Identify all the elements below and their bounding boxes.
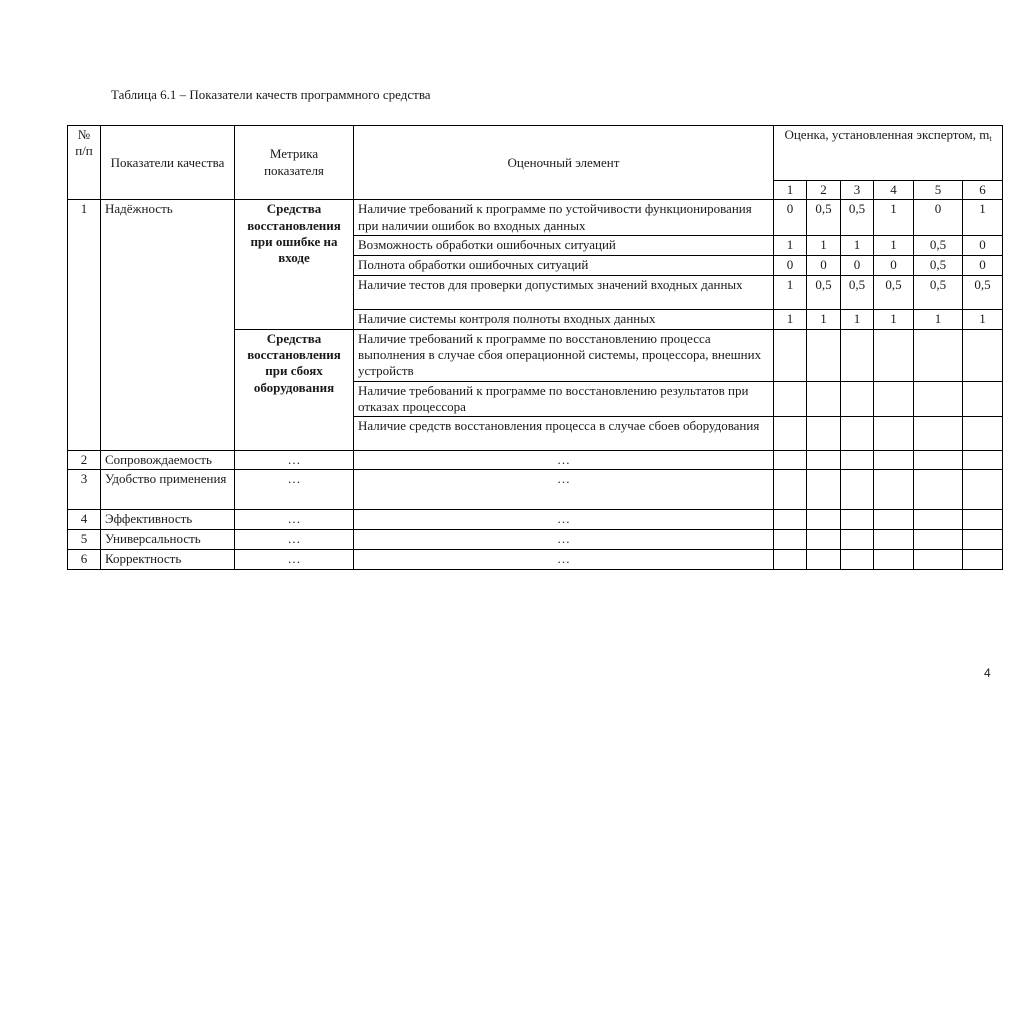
expert-num: 5	[914, 181, 963, 200]
score-cell: 0	[963, 255, 1003, 275]
score-cell	[774, 530, 807, 550]
score-cell: 1	[914, 309, 963, 329]
metric-cell: …	[235, 451, 354, 470]
score-cell: 0,5	[841, 275, 874, 309]
row-num: 2	[68, 451, 101, 470]
metric-cell: …	[235, 530, 354, 550]
header-score-label: Оценка, установленная экспертом, m	[784, 127, 990, 142]
element-cell: …	[354, 451, 774, 470]
score-cell	[841, 530, 874, 550]
element-cell: Наличие средств восстановления процесса в случае сбоев оборудования	[354, 417, 774, 451]
score-cell	[774, 329, 807, 381]
element-cell: Полнота обработки ошибочных ситуаций	[354, 255, 774, 275]
score-cell	[774, 510, 807, 530]
quality-indicators-table	[67, 125, 1003, 570]
score-cell: 0,5	[914, 235, 963, 255]
table-row	[68, 530, 1003, 550]
score-cell	[914, 470, 963, 510]
score-cell	[963, 550, 1003, 570]
metric-hardware-failures: Средства восстановления при сбоях оборудования	[235, 329, 354, 450]
table-row	[68, 200, 1003, 236]
score-cell	[807, 417, 841, 451]
metric-input-errors: Средства восстановления при ошибке на входе	[235, 200, 354, 330]
score-cell: 1	[963, 309, 1003, 329]
score-cell: 0,5	[807, 200, 841, 236]
expert-num: 6	[963, 181, 1003, 200]
element-cell: Наличие системы контроля полноты входных данных	[354, 309, 774, 329]
metric-cell: …	[235, 510, 354, 530]
score-cell: 0,5	[914, 255, 963, 275]
score-cell	[963, 451, 1003, 470]
score-cell: 1	[841, 309, 874, 329]
score-cell	[963, 381, 1003, 417]
header-num: № п/п	[68, 126, 101, 200]
score-cell	[874, 417, 914, 451]
row-indicator: Эффективность	[101, 510, 235, 530]
score-cell	[963, 510, 1003, 530]
score-cell	[914, 417, 963, 451]
score-cell	[874, 550, 914, 570]
score-cell	[841, 329, 874, 381]
header-indicator: Показатели качества	[101, 126, 235, 200]
score-cell: 0	[963, 235, 1003, 255]
score-cell: 1	[963, 200, 1003, 236]
metric-cell: …	[235, 470, 354, 510]
score-cell	[807, 530, 841, 550]
score-cell	[914, 381, 963, 417]
score-cell	[874, 381, 914, 417]
score-cell: 0	[774, 255, 807, 275]
score-cell	[914, 451, 963, 470]
element-cell: …	[354, 530, 774, 550]
score-cell	[807, 510, 841, 530]
element-cell: Возможность обработки ошибочных ситуаций	[354, 235, 774, 255]
score-cell: 1	[874, 235, 914, 255]
header-score-subscript: t	[989, 134, 992, 143]
score-cell	[914, 550, 963, 570]
score-cell	[841, 470, 874, 510]
expert-num: 2	[807, 181, 841, 200]
page-number: 4	[984, 666, 991, 680]
header-element: Оценочный элемент	[354, 126, 774, 200]
row-num: 1	[68, 200, 101, 451]
score-cell	[841, 550, 874, 570]
header-metric: Метрика показателя	[235, 126, 354, 200]
score-cell: 1	[841, 235, 874, 255]
row-indicator: Надёжность	[101, 200, 235, 451]
expert-num: 4	[874, 181, 914, 200]
score-cell	[807, 550, 841, 570]
score-cell: 1	[774, 275, 807, 309]
score-cell: 1	[874, 200, 914, 236]
row-indicator: Универсальность	[101, 530, 235, 550]
score-cell	[841, 381, 874, 417]
score-cell: 0,5	[914, 275, 963, 309]
score-cell: 0,5	[963, 275, 1003, 309]
score-cell	[963, 329, 1003, 381]
header-row	[68, 126, 1003, 181]
row-indicator: Сопровождаемость	[101, 451, 235, 470]
score-cell: 1	[774, 309, 807, 329]
score-cell	[774, 451, 807, 470]
row-num: 5	[68, 530, 101, 550]
score-cell	[774, 470, 807, 510]
score-cell: 1	[774, 235, 807, 255]
score-cell: 0,5	[841, 200, 874, 236]
score-cell	[914, 510, 963, 530]
score-cell: 0	[807, 255, 841, 275]
score-cell	[874, 510, 914, 530]
element-cell: Наличие требований к программе по восстановлению процесса выполнения в случае сбоя операционной системы, процессора, внешних устройств	[354, 329, 774, 381]
score-cell	[963, 530, 1003, 550]
table-caption: Таблица 6.1 – Показатели качеств программного средства	[111, 87, 431, 102]
element-cell: …	[354, 510, 774, 530]
score-cell	[841, 417, 874, 451]
score-cell	[874, 470, 914, 510]
element-cell: Наличие тестов для проверки допустимых значений входных данных	[354, 275, 774, 309]
score-cell	[874, 329, 914, 381]
element-cell: Наличие требований к программе по устойчивости функционирования при наличии ошибок во входных данных	[354, 200, 774, 236]
score-cell	[807, 329, 841, 381]
score-cell: 0	[774, 200, 807, 236]
score-cell: 1	[874, 309, 914, 329]
row-num: 3	[68, 470, 101, 510]
score-cell	[963, 470, 1003, 510]
score-cell	[807, 381, 841, 417]
score-cell: 1	[807, 235, 841, 255]
table-row	[68, 451, 1003, 470]
score-cell	[774, 417, 807, 451]
score-cell	[841, 510, 874, 530]
score-cell	[874, 530, 914, 550]
score-cell: 0,5	[807, 275, 841, 309]
row-indicator: Корректность	[101, 550, 235, 570]
element-cell: …	[354, 470, 774, 510]
expert-num: 1	[774, 181, 807, 200]
score-cell: 0	[874, 255, 914, 275]
row-indicator: Удобство применения	[101, 470, 235, 510]
score-cell: 1	[807, 309, 841, 329]
table-row	[68, 510, 1003, 530]
score-cell: 0	[914, 200, 963, 236]
score-cell	[774, 381, 807, 417]
expert-num: 3	[841, 181, 874, 200]
element-cell: …	[354, 550, 774, 570]
score-cell	[774, 550, 807, 570]
score-cell	[807, 451, 841, 470]
score-cell: 0	[841, 255, 874, 275]
header-score	[774, 126, 1003, 181]
row-num: 6	[68, 550, 101, 570]
score-cell	[807, 470, 841, 510]
score-cell	[963, 417, 1003, 451]
row-num: 4	[68, 510, 101, 530]
score-cell: 0,5	[874, 275, 914, 309]
table-row	[68, 550, 1003, 570]
metric-cell: …	[235, 550, 354, 570]
score-cell	[914, 530, 963, 550]
table-row	[68, 470, 1003, 510]
score-cell	[841, 451, 874, 470]
score-cell	[874, 451, 914, 470]
score-cell	[914, 329, 963, 381]
element-cell: Наличие требований к программе по восстановлению результатов при отказах процессора	[354, 381, 774, 417]
